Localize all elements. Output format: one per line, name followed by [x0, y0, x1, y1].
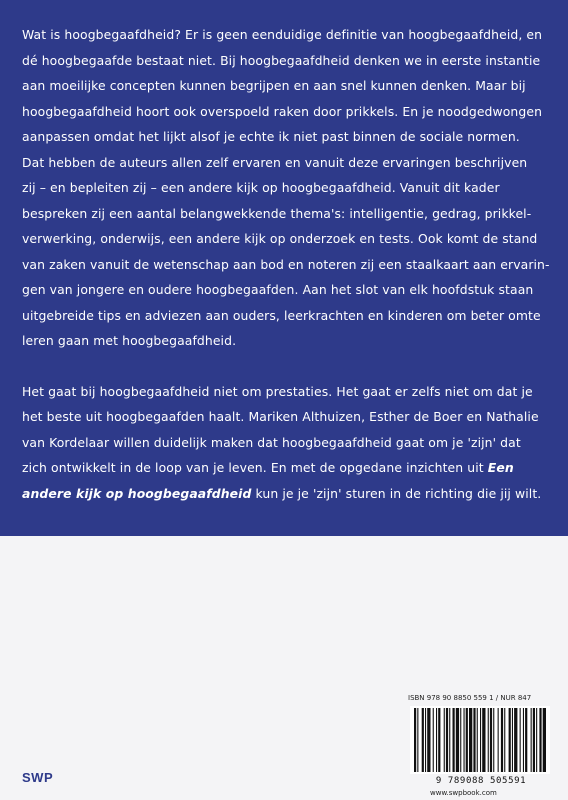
barcode-bar	[444, 708, 445, 772]
barcode-image	[410, 706, 550, 774]
book-title-italic: andere kijk op hoogbegaafdheid	[22, 485, 252, 501]
barcode-bar	[449, 708, 450, 772]
blurb-paragraph-1	[22, 22, 550, 354]
barcode-number: 9 789088 505591	[435, 776, 527, 786]
barcode-bar	[422, 708, 424, 772]
publisher-logo: SWP	[22, 770, 54, 785]
barcode-bar	[536, 708, 537, 772]
blurb-line: aanpassen omdat het lijkt alsof je echte ik niet past binnen de sociale normen.	[22, 129, 520, 144]
barcode-bar	[514, 708, 517, 772]
barcode-bar	[525, 708, 527, 772]
barcode-bar	[464, 708, 465, 772]
blurb-line	[22, 455, 546, 481]
publisher-website: www.swpbook.com	[430, 789, 497, 797]
blurb-line: zij – en bepleiten zij – een andere kijk op hoogbegaafdheid. Vanuit dit kader	[22, 180, 500, 195]
barcode-bar	[488, 708, 489, 772]
barcode-bar	[482, 708, 485, 772]
blurb-line: van Kordelaar willen duidelijk maken dat hoogbegaafdheid gaat om je 'zijn' dat	[22, 434, 521, 450]
blurb-line: van zaken vanuit de wetenschap aan bod en noteren zij een staalkaart aan ervarin-	[22, 256, 550, 272]
blurb-line: het beste uit hoogbegaafden haalt. Mariken Althuizen, Esther de Boer en Nathalie	[22, 409, 539, 424]
blurb-line: leren gaan met hoogbegaafdheid.	[22, 333, 237, 348]
barcode-bar	[446, 708, 448, 772]
barcode-bar	[473, 708, 475, 772]
blurb-line: Wat is hoogbegaafdheid? Er is geen eenduidige definitie van hoogbegaafdheid, en	[22, 27, 543, 42]
blurb-line: hoogbegaafdheid hoort ook overspoeld raken door prikkels. En je noodgedwongen	[22, 103, 543, 119]
blurb-line: Het gaat bij hoogbegaafdheid niet om prestaties. Het gaat er zelfs niet om dat je	[22, 383, 533, 399]
barcode-bar	[460, 708, 461, 772]
blurb-line: bespreken zij een aantal belangwekkende thema's: intelligentie, gedrag, prikkel-	[22, 205, 532, 221]
barcode-bar	[520, 708, 521, 772]
blurb-paragraph-2	[22, 379, 546, 507]
barcode-bar	[543, 708, 546, 772]
blurb-line	[22, 481, 546, 507]
barcode-bar	[466, 708, 468, 772]
barcode-bar	[425, 708, 426, 772]
isbn-line: ISBN 978 90 8850 559 1 / NUR 847	[408, 694, 532, 702]
barcode-bar	[436, 708, 437, 772]
barcode-bar	[501, 708, 503, 772]
barcode-bar	[456, 708, 459, 772]
blurb-line: verwerking, onderwijs, een andere kijk op onderzoek en tests. Ook komt de stand	[22, 231, 538, 246]
barcode-bar	[490, 708, 492, 772]
barcode-bar	[493, 708, 494, 772]
book-title-italic: Een	[487, 460, 514, 475]
barcode-bar	[523, 708, 524, 772]
barcode-bar	[453, 708, 455, 772]
barcode-bar	[531, 708, 532, 772]
blurb-line-text: kun je je 'zijn' sturen in de richting die jij wilt.	[255, 485, 542, 501]
barcode-bar	[414, 708, 416, 772]
barcode-bar	[498, 708, 499, 772]
barcode-bar	[433, 708, 434, 772]
blurb-line: uitgebreide tips en adviezen aan ouders, leerkrachten en kinderen om beter omte	[22, 307, 541, 323]
barcode-bar	[539, 708, 541, 772]
blurb-line: Dat hebben de auteurs allen zelf ervaren en vanuit deze ervaringen beschrijven	[22, 154, 528, 170]
barcode-bar	[509, 708, 511, 772]
barcode-bar	[512, 708, 513, 772]
blurb-line-text: zich ontwikkelt in de loop van je leven. En met de opgedane inzichten uit	[22, 460, 484, 475]
blurb-text	[22, 22, 550, 506]
barcode-bar	[417, 708, 418, 772]
blurb-line: gen van jongere en oudere hoogbegaafden. Aan het slot van elk hoofdstuk staan	[22, 282, 534, 297]
barcode-bar	[533, 708, 535, 772]
blurb-line: dé hoogbegaafde bestaat niet. Bij hoogbegaafdheid denken we in eerste instantie	[22, 52, 541, 68]
barcode-bar	[438, 708, 440, 772]
barcode-bar	[480, 708, 481, 772]
barcode-bar	[427, 708, 430, 772]
barcode-bar	[469, 708, 472, 772]
barcode-bar	[477, 708, 478, 772]
blurb-line: aan moeilijke concepten kunnen begrijpen en aan snel kunnen denken. Maar bij	[22, 78, 526, 93]
barcode-bar	[504, 708, 505, 772]
